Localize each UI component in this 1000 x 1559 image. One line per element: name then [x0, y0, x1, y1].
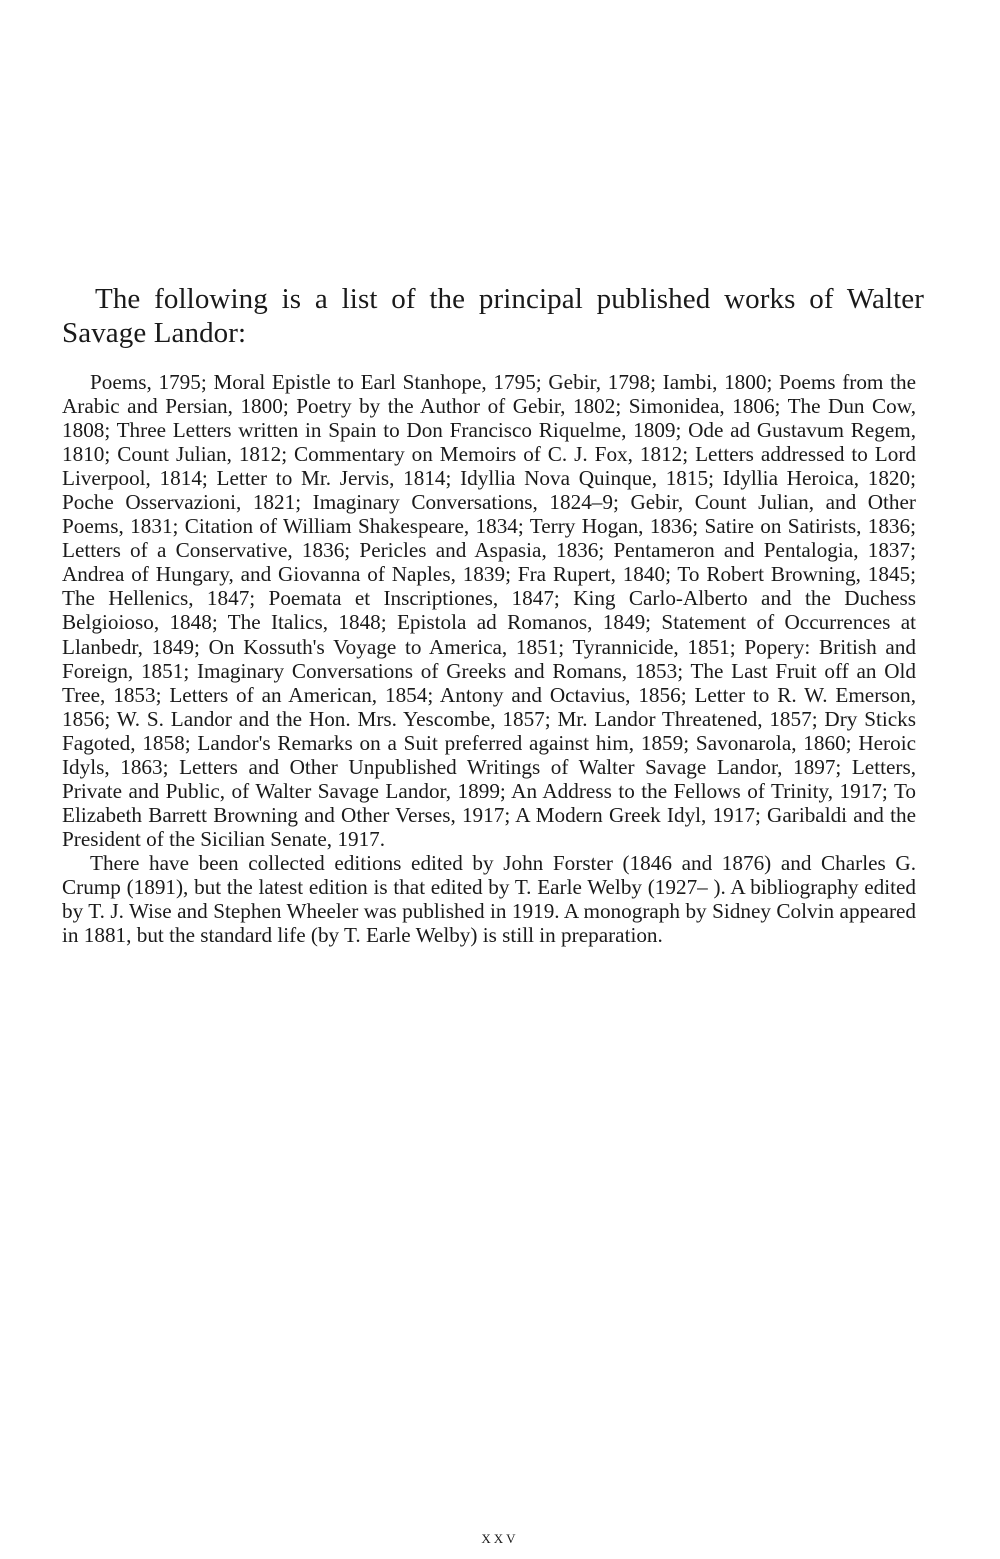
works-list-paragraph: Poems, 1795; Moral Epistle to Earl Stanhope, 1795; Gebir, 1798; Iambi, 1800; Poems from the Arabic and Persian, 1800; Poetry by the Author of Gebir, 1802; Simonidea, 1806; The Dun Cow, 1808; Three Letters written in Spain to Don Francisco Riquelme, 1809; Ode ad Gustavum Regem, 1810; Count Julian, 1812; Commentary on Memoirs of C. J. Fox, 1812; Letters addressed to Lord Liverpool, 1814; Letter to Mr. Jervis, 1814; Idyllia Nova Quinque, 1815; Idyllia Heroica, 1820; Poche Osservazioni, 1821; Imaginary Conversations, 1824–9; Gebir, Count Julian, and Other Poems, 1831; Citation of William Shakespeare, 1834; Terry Hogan, 1836; Satire on Satirists, 1836; Letters of a Conservative, 1836; Pericles and Aspasia, 1836; Pentameron and Pentalogia, 1837; Andrea of Hungary, and Giovanna of Naples, 1839; Fra Rupert, 1840; To Robert Browning, 1845; The Hellenics, 1847; Poemata et Inscriptiones, 1847; King Carlo-Alberto and the Duchess Belgioioso, 1848; The Italics, 1848; Epistola ad Romanos, 1849; Statement of Occurrences at Llanbedr, 1849; On Kossuth's Voyage to America, 1851; Tyrannicide, 1851; Popery: British and Foreign, 1851; Imaginary Conversations of Greeks and Romans, 1853; The Last Fruit off an Old Tree, 1853; Letters of an American, 1854; Antony and Octavius, 1856; Letter to R. W. Emerson, 1856; W. S. Landor and the Hon. Mrs. Yescombe, 1857; Mr. Landor Threatened, 1857; Dry Sticks Fagoted, 1858; Landor's Remarks on a Suit preferred against him, 1859; Savonarola, 1860; Heroic Idyls, 1863; Letters and Other Unpublished Writings of Walter Savage Landor, 1897; Letters, Private and Public, of Walter Savage Landor, 1899; An Address to the Fellows of Trinity, 1917; To Elizabeth Barrett Browning and Other Verses, 1917; A Modern Greek Idyl, 1917; Garibaldi and the President of the Sicilian Senate, 1917. — [62, 370, 916, 851]
list-heading: The following is a list of the principal published works of Walter Savage Landor: — [62, 283, 924, 349]
body-text — [62, 370, 916, 947]
page-number: xxv — [481, 1527, 519, 1548]
editions-paragraph: There have been collected editions edited by John Forster (1846 and 1876) and Charles G. Crump (1891), but the latest edition is that edited by T. Earle Welby (1927– ). A bibliography edited by T. J. Wise and Stephen Wheeler was published in 1919. A monograph by Sidney Colvin appeared in 1881, but the standard life (by T. Earle Welby) is still in preparation. — [62, 850, 916, 948]
